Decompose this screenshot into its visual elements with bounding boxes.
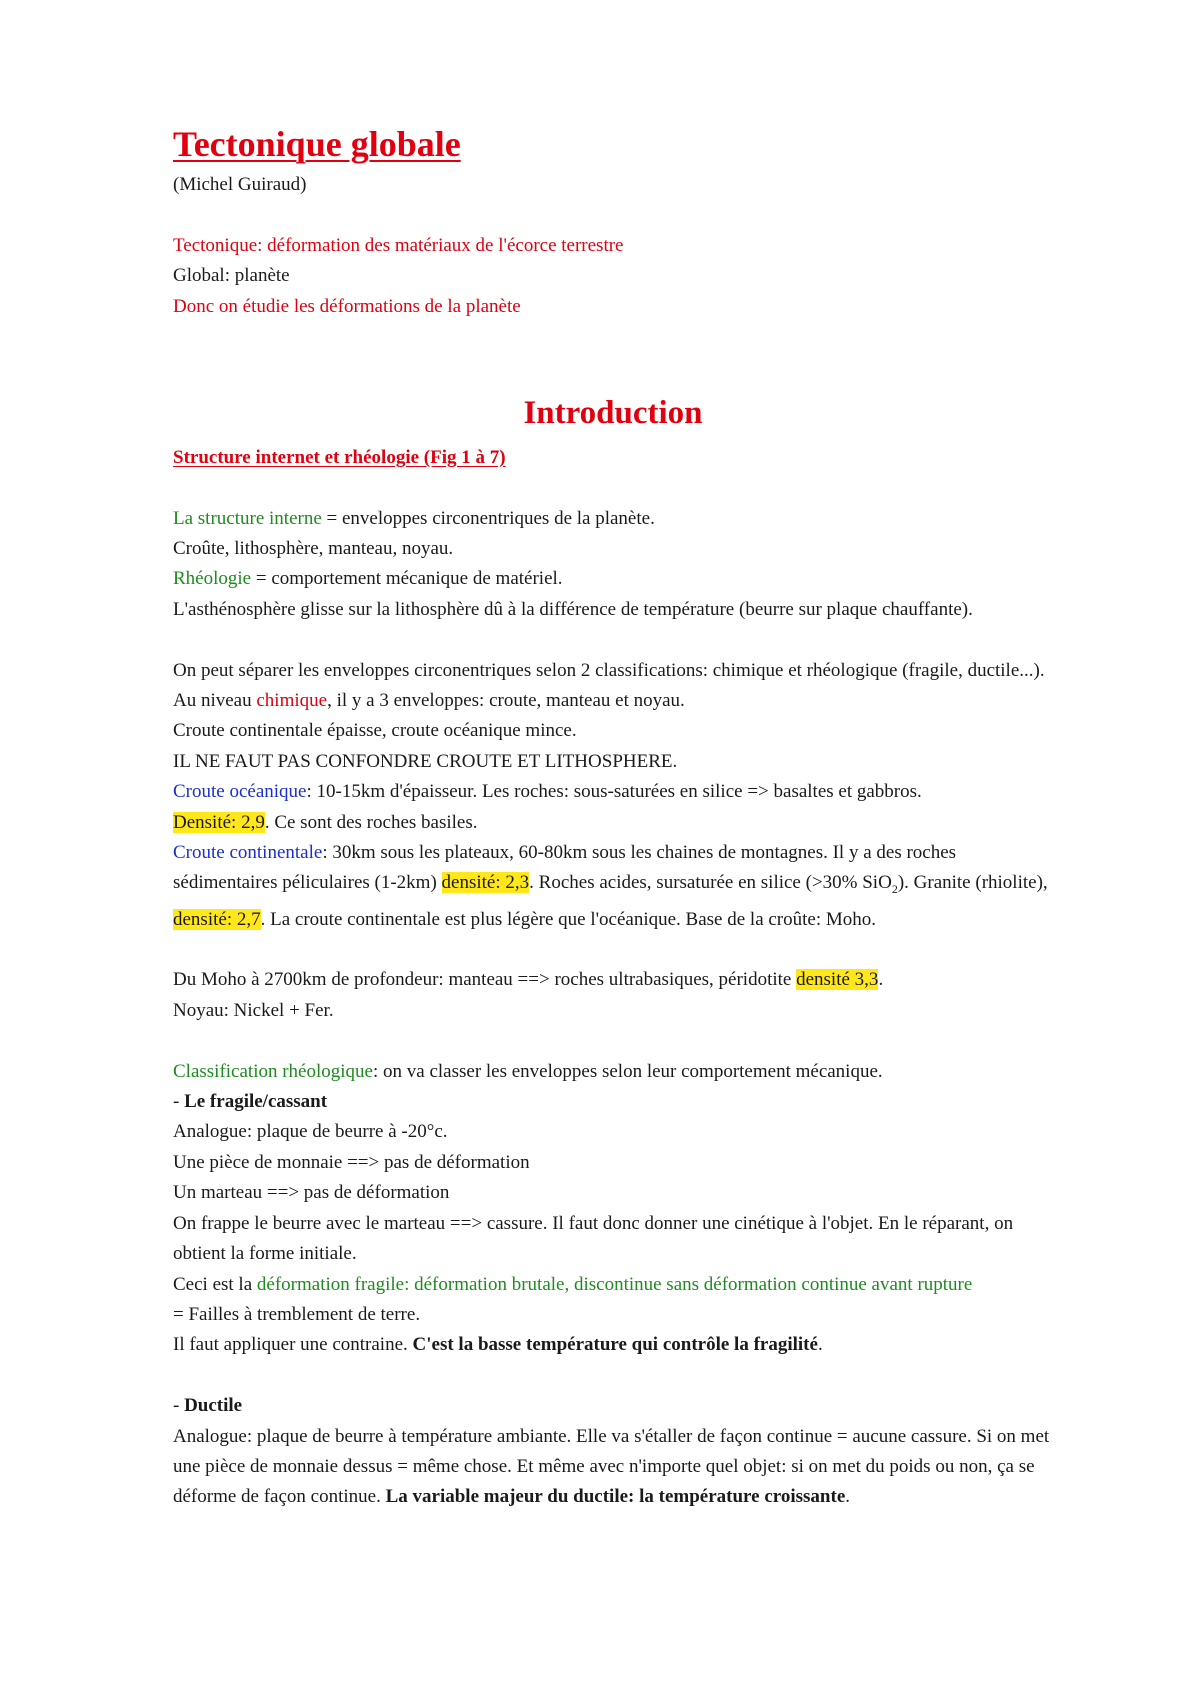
highlight-densite-23: densité: 2,3 xyxy=(441,872,530,894)
text-roches-basiles: . Ce sont des roches basiles. xyxy=(264,811,478,833)
text-manteau-post: . xyxy=(878,969,884,991)
text-period: . xyxy=(817,1334,823,1356)
paragraph-structure-interne xyxy=(173,504,1053,534)
paragraph-deformation-fragile xyxy=(173,1270,1053,1300)
term-rheologie: Rhéologie xyxy=(173,568,252,590)
paragraph-croute-epaisseur: Croute continentale épaisse, croute océanique mince. xyxy=(173,720,577,742)
paragraph-noyau: Noyau: Nickel + Fer. xyxy=(173,999,334,1021)
text-continentale-3: ). Granite (rhiolite), xyxy=(897,872,1048,894)
text-croute-oceanique: : 10-15km d'épaisseur. Les roches: sous-saturées en silice => basaltes et gabbros. xyxy=(306,781,922,803)
paragraph-enveloppes-list: Croûte, lithosphère, manteau, noyau. xyxy=(173,538,454,560)
paragraph-croute-oceanique xyxy=(173,777,1053,807)
paragraph-manteau xyxy=(173,965,1053,995)
paragraph-classification-rheologique xyxy=(173,1057,1053,1087)
term-deformation-fragile: déformation fragile: déformation brutale, discontinue sans déformation continue avant rupture xyxy=(256,1273,973,1295)
highlight-densite-29: Densité: 2,9 xyxy=(173,811,265,833)
text-chimique-pre: Au niveau xyxy=(173,690,257,712)
paragraph-classifications: On peut séparer les enveloppes circonentriques selon 2 classifications: chimique et rhéologique (fragile, ductile...). xyxy=(173,659,1045,681)
paragraph-ductile xyxy=(173,1422,1053,1513)
paragraph-frappe: On frappe le beurre avec le marteau ==> cassure. Il faut donc donner une cinétique à l'objet. En le réparant, on obtient la forme initiale. xyxy=(173,1212,1014,1265)
term-structure-interne: La structure interne xyxy=(173,507,322,529)
paragraph-piece-monnaie: Une pièce de monnaie ==> pas de déformation xyxy=(173,1151,530,1173)
definition-donc: Donc on étudie les déformations de la planète xyxy=(173,295,521,317)
highlight-densite-27: densité: 2,7 xyxy=(173,908,261,930)
text-variable-ductile: La variable majeur du ductile: la température croissante xyxy=(385,1486,846,1508)
label-ductile: Ductile xyxy=(184,1395,243,1417)
text-classification-rheologique: : on va classer les enveloppes selon leur comportement mécanique. xyxy=(372,1060,883,1082)
paragraph-marteau: Un marteau ==> pas de déformation xyxy=(173,1182,450,1204)
paragraph-warning: IL NE FAUT PAS CONFONDRE CROUTE ET LITHOSPHERE. xyxy=(173,750,678,772)
term-croute-oceanique: Croute océanique xyxy=(173,781,307,803)
term-chimique: chimique xyxy=(256,690,328,712)
dash: - xyxy=(173,1091,185,1113)
document-title: Tectonique globale xyxy=(173,124,461,164)
text-continentale-1: : 30km sous les plateaux, 60-80km sous les chaines de montagnes. Il y a des roches sédimentaires péliculaires (1-2km) xyxy=(173,842,957,894)
text-structure-def: = enveloppes circonentriques de la planète. xyxy=(321,507,655,529)
paragraph-contrainte xyxy=(173,1330,1053,1360)
text-chimique-post: , il y a 3 enveloppes: croute, manteau et noyau. xyxy=(327,690,685,712)
text-ceci-est: Ceci est la xyxy=(173,1273,257,1295)
text-continentale-2: . Roches acides, sursaturée en silice (>30% SiO xyxy=(529,872,892,894)
definition-global: Global: planète xyxy=(173,265,290,287)
highlight-densite-33: densité 3,3 xyxy=(796,969,879,991)
paragraph-chimique xyxy=(173,686,1053,716)
subscript-2: 2 xyxy=(891,882,898,897)
text-contrainte: Il faut appliquer une contraine. xyxy=(173,1334,413,1356)
term-croute-continentale: Croute continentale xyxy=(173,842,323,864)
paragraph-densite-oceanique xyxy=(173,808,1053,838)
heading-fragile xyxy=(173,1087,1053,1117)
author: (Michel Guiraud) xyxy=(173,174,307,195)
dash: - xyxy=(173,1395,185,1417)
text-basse-temperature: C'est la basse température qui contrôle la fragilité xyxy=(412,1334,818,1356)
text-period: . xyxy=(845,1486,850,1508)
text-manteau: Du Moho à 2700km de profondeur: manteau ==> roches ultrabasiques, péridotite xyxy=(173,969,797,991)
definition-tectonique: Tectonique: déformation des matériaux de l'écorce terrestre xyxy=(173,234,624,256)
label-fragile: Le fragile/cassant xyxy=(184,1091,328,1113)
paragraph-rheologie xyxy=(173,564,1053,594)
heading-ductile xyxy=(173,1391,1053,1421)
document-content xyxy=(173,118,1053,1513)
section-title-introduction: Introduction xyxy=(523,394,703,431)
text-continentale-4: . La croute continentale est plus légère que l'océanique. Base de la croûte: Moho. xyxy=(260,908,877,930)
paragraph-failles: = Failles à tremblement de terre. xyxy=(173,1303,421,1325)
term-classification-rheologique: Classification rhéologique xyxy=(173,1060,373,1082)
paragraph-croute-continentale xyxy=(173,838,1053,935)
subsection-title: Structure internet et rhéologie (Fig 1 à 7) xyxy=(173,446,506,468)
text-rheologie-def: = comportement mécanique de matériel. xyxy=(251,568,563,590)
paragraph-analogue-fragile: Analogue: plaque de beurre à -20°c. xyxy=(173,1121,448,1143)
paragraph-asthenosphere: L'asthénosphère glisse sur la lithosphère dû à la différence de température (beurre sur plaque chauffante). xyxy=(173,598,973,620)
text-ductile: Analogue: plaque de beurre à température ambiante. Elle va s'étaller de façon continue = aucune cassure. Si on met une pièce de monnaie dessus = même chose. Et même avec n'importe quel objet: si on met du poids ou non, ça se déforme de façon continue. xyxy=(173,1425,1050,1508)
